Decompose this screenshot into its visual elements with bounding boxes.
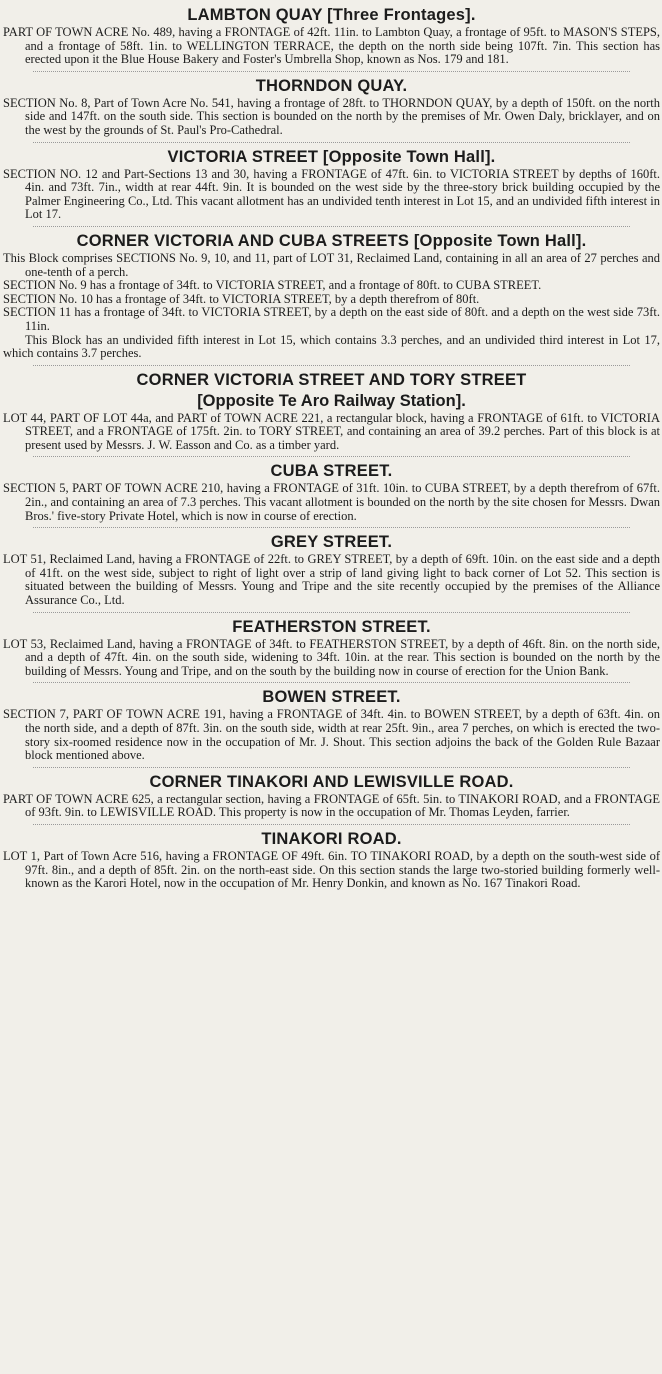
section-heading: CUBA STREET. <box>270 462 393 481</box>
section-paragraph: LOT 1, Part of Town Acre 516, having a FRONTAGE OF 49ft. 6in. TO TINAKORI ROAD, by a depth on the south-west side of 97ft. 8in., and a depth of 85ft. 2in. on the north-east side. On this section stands the large two-storied building formerly well-known as the Karori Hotel, now in the occupation of Mr. Henry Donkin, and known as No. 167 Tinakori Road. <box>3 848 660 891</box>
section-tinakori-road <box>3 828 660 891</box>
section-paragraph: PART OF TOWN ACRE No. 489, having a FRONTAGE of 42ft. 11in. to Lambton Quay, a frontage of 95ft. to MASON'S STEPS, and a frontage of 58ft. 1in. to WELLINGTON TERRACE, the depth on the north side being 107ft. 7in. This section has erected upon it the Blue House Bakery and Foster's Umbrella Shop, known as Nos. 179 and 181. <box>3 25 660 67</box>
divider <box>33 682 630 683</box>
section-paragraph: SECTION 11 has a frontage of 34ft. to VICTORIA STREET, by a depth on the east side of 80ft. and a depth on the west side 73ft. 11in. <box>3 305 660 333</box>
divider <box>33 71 630 72</box>
section-heading: GREY STREET. <box>270 533 393 552</box>
section-heading: FEATHERSTON STREET. <box>232 617 431 636</box>
divider <box>33 612 630 613</box>
section-heading: TINAKORI ROAD. <box>261 829 402 848</box>
section-paragraph: SECTION NO. 12 and Part-Sections 13 and 30, having a FRONTAGE of 47ft. 6in. to VICTORIA STREET by depths of 160ft. 4in. and 73ft. 7in., width at rear 44ft. 9in. It is bounded on the west side by the three-story brick building occupied by the Palmer Engineering Co., Ltd. This vacant allotment has an undivided tenth interest in Lot 15, and an undivided fifth interest in Lot 17. <box>3 166 660 222</box>
section-paragraph: SECTION No. 9 has a frontage of 34ft. to VICTORIA STREET, and a frontage of 80ft. to CUBA STREET. <box>3 278 542 293</box>
divider <box>33 365 630 366</box>
section-paragraph: PART OF TOWN ACRE 625, a rectangular section, having a FRONTAGE of 65ft. 5in. to TINAKORI ROAD, and a FRONTAGE of 93ft. 9in. to LEWISVILLE ROAD. This property is now in the occupation of Mr. Thomas Leyden, farrier. <box>3 791 660 820</box>
section-paragraph: SECTION 7, PART OF TOWN ACRE 191, having a FRONTAGE of 34ft. 4in. to BOWEN STREET, by a depth of 63ft. 4in. on the north side, and a depth of 87ft. 3in. on the south side, width at rear 25ft. 9in., area 7 perches, on which is erected the two-story six-roomed residence now in the occupation of Mr. J. Shout. This section adjoins the back of the Golden Rule Bazaar block mentioned above. <box>3 707 660 763</box>
divider <box>33 142 630 143</box>
section-paragraph: SECTION 5, PART OF TOWN ACRE 210, having a FRONTAGE of 31ft. 10in. to CUBA STREET, by a depth therefrom of 67ft. 2in., and containing an area of 7.3 perches. This vacant allotment is bounded on the north by the site chosen for Messrs. Dwan Bros.' five-story Private Hotel, which is now in course of erection. <box>3 481 660 523</box>
section-grey-street <box>3 531 660 607</box>
divider <box>33 767 630 768</box>
section-corner-victoria-tory <box>3 369 660 453</box>
section-paragraph: LOT 44, PART OF LOT 44a, and PART of TOWN ACRE 221, a rectangular block, having a FRONTAGE of 61ft. to VICTORIA STREET, and a FRONTAGE of 175ft. 2in. to TORY STREET, and containing an area of 39.2 perches. Part of this block is at present used by Messrs. J. W. Easson and Co. as a timber yard. <box>3 410 660 452</box>
section-paragraph: This Block comprises SECTIONS No. 9, 10, and 11, part of LOT 31, Reclaimed Land, containing in all an area of 27 perches and one-tenth of a perch. <box>3 250 660 279</box>
divider <box>33 527 630 528</box>
section-paragraph: LOT 53, Reclaimed Land, having a FRONTAGE of 34ft. to FEATHERSTON STREET, by a depth of 46ft. 8in. on the north side, and a depth of 47ft. 4in. on the south side, widening to 34ft. 10in. at the rear. This section is bounded on the north by the building of Messrs. Young and Tripe, and on the south by the building now in course of erection for the Union Bank. <box>3 636 660 678</box>
section-heading: CORNER TINAKORI AND LEWISVILLE ROAD. <box>149 772 514 791</box>
section-heading: CORNER VICTORIA AND CUBA STREETS [Opposite Town Hall]. <box>76 231 587 250</box>
section-paragraph: SECTION No. 8, Part of Town Acre No. 541, having a frontage of 28ft. to THORNDON QUAY, by a depth of 150ft. on the north side and 147ft. on the south side. This section is bounded on the north by the premises of Mr. Owen Daly, bricklayer, and on the west by the grounds of St. Paul's Pro-Cathedral. <box>3 95 660 137</box>
section-heading: LAMBTON QUAY [Three Frontages]. <box>187 6 476 24</box>
section-featherston-street <box>3 616 660 679</box>
section-note: This Block has an undivided fifth interest in Lot 15, which contains 3.3 perches, and an undivided third interest in Lot 17, which contains 3.7 perches. <box>3 332 660 361</box>
section-subheading: [Opposite Te Aro Railway Station]. <box>197 391 466 410</box>
section-paragraph: SECTION No. 10 has a frontage of 34ft. to VICTORIA STREET, by a depth therefrom of 80ft. <box>3 291 480 306</box>
section-heading: VICTORIA STREET [Opposite Town Hall]. <box>167 147 496 166</box>
section-thorndon-quay <box>3 75 660 138</box>
divider <box>33 226 630 227</box>
section-lambton-quay <box>3 4 660 67</box>
section-heading: THORNDON QUAY. <box>255 76 408 95</box>
section-heading: BOWEN STREET. <box>262 688 401 707</box>
section-heading: CORNER VICTORIA STREET AND TORY STREET <box>136 370 527 389</box>
section-paragraph: LOT 51, Reclaimed Land, having a FRONTAGE of 22ft. to GREY STREET, by a depth of 69ft. 10in. on the east side and a depth of 41ft. on the west side, subject to right of light over a strip of land giving light to back corner of Lot 52. This section is situated between the building of Messrs. Young and Tripe and the site recently occupied by the premises of the Alliance Assurance Co., Ltd. <box>3 552 660 608</box>
divider <box>33 456 630 457</box>
divider <box>33 824 630 825</box>
section-corner-tinakori-lewisville <box>3 771 660 820</box>
section-cuba-street <box>3 460 660 523</box>
section-victoria-street <box>3 146 660 222</box>
section-bowen-street <box>3 686 660 762</box>
section-corner-victoria-cuba <box>3 230 660 361</box>
